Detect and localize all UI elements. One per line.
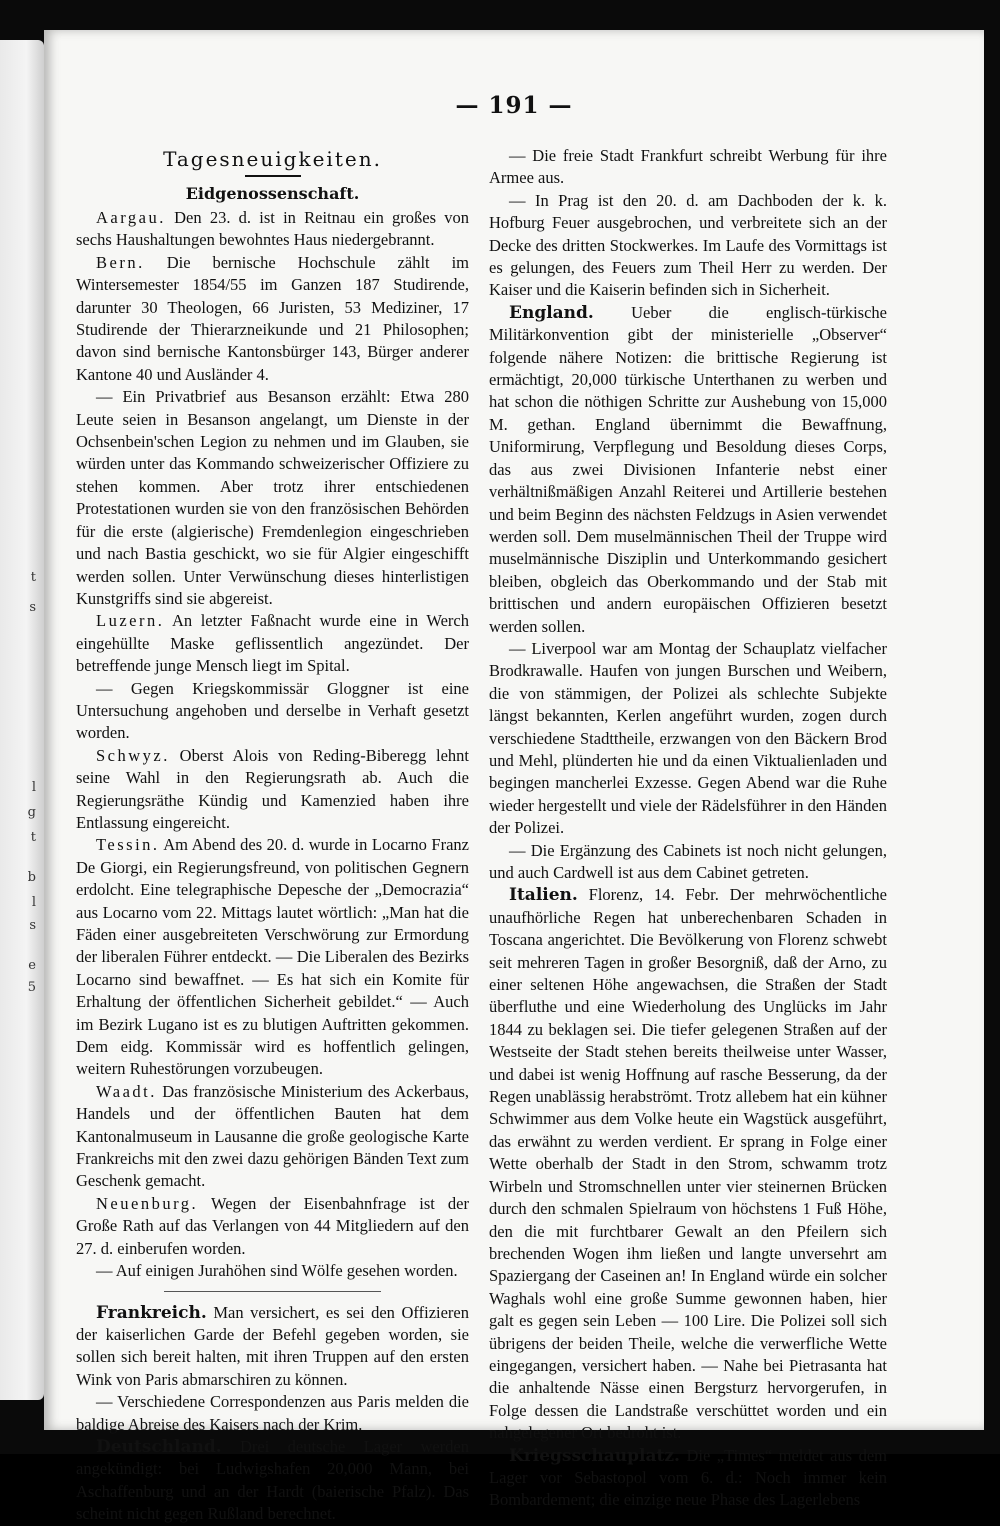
left-paragraphs	[76, 207, 469, 1283]
paragraph-lead: Italien.	[509, 885, 578, 906]
article-paragraph	[76, 1081, 469, 1193]
article-paragraph	[76, 386, 469, 610]
paragraph-lead: Neuenburg.	[96, 1193, 199, 1213]
paragraph-text: Oberst Alois von Reding-Biberegg lehnt seine Wahl in den Regierungsrath ab. Auch die Regierungsräthe Kündig und Kamenzied haben ihre Entlassung eingereicht.	[76, 745, 469, 832]
title-rule	[245, 175, 301, 177]
left-column	[76, 145, 469, 1526]
article-paragraph	[76, 252, 469, 386]
paragraph-text: — Ein Privatbrief aus Besanson erzählt: Etwa 280 Leute seien in Besanson angelangt, um Dienste in der Ochsenbein'schen Legion zu nehmen und im Glauben, sie würden unter das Kommando schweizerischer Offiziere zu stehen kommen. Aber trotz ihrer entschiedenen Protestationen wurden sie von den französischen Behörden für die erste (algierische) Fremdenlegion eingeschrieben und nach Bastia geschickt, wo sie für Algier eingeschifft werden sollen. Unter Verwünschung dieses hinterlistigen Kunstgriffs sind sie abgereist.	[76, 387, 469, 608]
article-paragraph	[489, 190, 887, 302]
paragraph-lead: Aargau.	[96, 208, 166, 227]
article-paragraph	[76, 1391, 469, 1436]
paragraph-lead: Luzern.	[96, 611, 165, 631]
paragraph-text: — Liverpool war am Montag der Schauplatz vielfacher Brodkrawalle. Haufen von jungen Burschen und Weibern, die von stämmigen, der Polizei als schlechte Subjekte längst bekannten, Kerlen angeführt wurden, zogen durch verschiedene Stadttheile, erzwangen von den Bäckern Brod und Mehl, plünderten hie und da einen Viktualienladen und begingen mancherlei Exzesse. Gegen Abend war die Ruhe wieder hergestellt und viele der Rädelsführer in den Händen der Polizei.	[489, 638, 887, 838]
page-number: — 191 —	[455, 92, 573, 119]
paragraph-text: Wegen der Eisenbahnfrage ist der Große Rath auf das Verlangen von 44 Mitgliedern auf den 27. d. einberufen worden.	[76, 1193, 470, 1258]
paragraph-text: Florenz, 14. Febr. Der mehrwöchentliche unaufhörliche Regen hat unberechenbaren Schaden in Toscana angerichtet. Die Bevölkerung von Florenz schwebt seit mehreren Tagen in großer Besorgniß, daß der Arno, zu einer seltenen Höhe angewachsen, die Straßen der Stadt überfluthe und eine Wiederholung des Unglücks im Jahr 1844 zu beklagen sei. Die tiefer gelegenen Straßen auf der Westseite der Stadt stehen bereits theilweise unter Wasser, und dabei ist wenig Hoffnung auf rasche Besserung, da der Regen unablässig herabströmt. Trotz allebem hat ein kühner Schwimmer aus dem Volke heute ein Wagstück ausgeführt, das erwähnt zu werden verdient. Er sprang in Folge einer Wette oberhalb der Stadt in den Strom, schwamm trotz Wirbeln und Stromschnellen unter vier steinernen Brücken durch den schmalen Spielraum von höchstens 1 Fuß Höhe, den die mit furchtbarer Gewalt an den Pfeilern sich brechenden Wogen ihm ließen und langte unversehrt am Spaziergang der Caseinen an! In England würde ein solcher Waghals wohl eine große Summe gewonnen haben, hier galt es gegen sein Leben — 100 Lire. Die Polizei soll sich übrigens der beiden Theile, welche die verwerfliche Wette eingegangen, versichert haben. — Nahe bei Pietrasanta hat die anhaltende Nässe einen Bergsturz hervorgerufen, in Folge dessen die Landstraße verschüttet worden und ein nahgelegener Ort bedroht ist.	[489, 885, 888, 1443]
paragraph-text: Die „Times“ meldet aus dem Lager vor Sebastopol vom 6. d.: Noch immer kein Bombardement; die einzige neue Phase des Lagerlebens	[489, 1445, 887, 1510]
article-paragraph	[76, 1436, 469, 1526]
left-paragraphs-after-rule	[76, 1302, 469, 1526]
margin-glyph: 5	[27, 980, 36, 995]
paragraph-lead: Frankreich.	[96, 1302, 207, 1323]
article-paragraph	[489, 840, 887, 885]
paragraph-text: — Die freie Stadt Frankfurt schreibt Werbung für ihre Armee aus.	[489, 146, 887, 188]
margin-glyph: t	[30, 570, 36, 585]
paragraph-text: Das französische Ministerium des Ackerbaus, Handels und der öffentlichen Bauten hat dem Kantonalmuseum in Lausanne die große geologische Karte Frankreichs mit den zwei dazu gehörigen Bänden Text zum Geschenk gemacht.	[76, 1081, 470, 1191]
article-paragraph	[489, 302, 887, 638]
margin-glyph: g	[27, 805, 36, 820]
paragraph-lead: Schwyz.	[96, 745, 170, 765]
article-paragraph	[76, 1193, 469, 1260]
article-paragraph	[76, 678, 469, 745]
column-separator	[164, 1291, 380, 1292]
article-paragraph	[489, 145, 887, 190]
article-paragraph	[76, 1260, 469, 1282]
paragraph-text: Man versichert, es sei den Offizieren der kaiserlichen Garde der Befehl gegeben worden, sie sollen sich bereit halten, mit ihren Truppen auf den ersten Wink von Paris abmarschiren zu können.	[76, 1302, 469, 1389]
paragraph-text: Drei deutsche Lager werden angekündigt: bei Ludwigshafen 20,000 Mann, bei Aschaffenburg und an der Hardt (baierische Pfalz). Das scheint nicht gegen Rußland berechnet.	[76, 1436, 470, 1524]
paragraph-text: Am Abend des 20. d. wurde in Locarno Franz De Giorgi, ein Regierungsfreund, von politischen Gegnern erdolcht. Eine telegraphische Depesche der „Democrazia“ aus Locarno vom 22. Mittags lautet wörtlich: „Man hat die Fäden einer ausgebreiteten Verschwörung zur Ermordung der liberalen Führer entdeckt. — Die Liberalen des Bezirks Locarno sind bewaffnet. — Es hat sich ein Komite für Erhaltung der öffentlichen Sicherheit gebildet.“ — Auch im Bezirk Lugano ist es zu blutigen Auftritten gekommen. Dem eidg. Kommissär wird es hoffentlich gelingen, weitern Ruhestörungen vorzubeugen.	[76, 835, 469, 1079]
article-paragraph	[76, 1302, 469, 1392]
margin-glyph: e	[28, 958, 36, 973]
article-paragraph	[489, 638, 887, 840]
paragraph-lead: Deutschland.	[96, 1436, 222, 1457]
margin-glyph: t	[30, 830, 36, 845]
article-paragraph	[489, 1445, 887, 1512]
paragraph-lead: Kriegsschauplatz.	[509, 1445, 680, 1466]
margin-glyph: s	[29, 600, 36, 615]
paragraph-lead: Tessin.	[96, 835, 160, 855]
paragraph-text: Ueber die englisch-türkische Militärkonvention gibt der ministerielle „Observer“ folgende nähere Notizen: die brittische Regierung ist ermächtigt, 20,000 türkische Unterthanen zu werben und hat schon die nöthigen Schritte zur Aushebung von 15,000 M. gethan. England übernimmt die Bewaffnung, Uniformirung, Verpflegung und Besoldung dieses Corps, das aus zwei Divisionen Infanterie nebst einer verhältnißmäßigen Anzahl Reiterei und Artillerie bestehen und beim Beginn des nächsten Feldzugs in Asien verwendet werden soll. Dem muselmännischen Theil der Truppe wird muselmännische Disziplin und Unterkommando gesichert bleiben, obgleich das Oberkommando und der Stab mit brittischen und andern europäischen Offizieren besetzt werden sollen.	[489, 302, 888, 636]
article-paragraph	[76, 610, 469, 677]
right-paragraphs	[489, 145, 887, 1512]
previous-page-edge	[0, 40, 44, 1400]
article-paragraph	[76, 207, 469, 252]
paragraph-text: — Verschiedene Correspondenzen aus Paris melden die baldige Abreise des Kaisers nach der Krim.	[76, 1392, 469, 1434]
paragraph-text: — Gegen Kriegskommissär Gloggner ist eine Untersuchung angehoben und derselbe in Verhaft gesetzt worden.	[76, 678, 469, 743]
paragraph-text: An letzter Faßnacht wurde eine in Werch eingehüllte Maske geflissentlich angezündet. Der betreffende junge Mensch liegt im Spital.	[76, 611, 470, 676]
paragraph-text: — In Prag ist den 20. d. am Dachboden der k. k. Hofburg Feuer ausgebrochen, und verbreitete sich an der Decke des dritten Stockwerkes. Im Laufe des Vormittags ist es gelungen, des Feuers zum Theil Herr zu werden. Der Kaiser und die Kaiserin befinden sich in Sicherheit.	[489, 190, 887, 300]
paragraph-text: — Auf einigen Jurahöhen sind Wölfe gesehen worden.	[96, 1261, 458, 1281]
article-paragraph	[76, 745, 469, 835]
paragraph-lead: England.	[509, 302, 594, 323]
newspaper-page	[44, 30, 984, 1524]
paragraph-text: — Die Ergänzung des Cabinets ist noch nicht gelungen, und auch Cardwell ist aus dem Cabinet getreten.	[489, 840, 887, 882]
margin-glyph: b	[27, 870, 36, 885]
right-column	[489, 145, 887, 1512]
section-title: Tagesneuigkeiten.	[163, 147, 382, 171]
subheading-switzerland: Eidgenossenschaft.	[185, 184, 360, 203]
paragraph-lead: Waadt.	[96, 1081, 157, 1101]
paragraph-text: Den 23. d. ist in Reitnau ein großes von sechs Haushaltungen bewohntes Haus niedergebrannt.	[76, 208, 469, 250]
article-paragraph	[76, 834, 469, 1080]
previous-page-margin-text	[4, 40, 40, 1400]
margin-glyph: l	[31, 895, 36, 910]
paragraph-text: Die bernische Hochschule zählt im Wintersemester 1854/55 im Ganzen 187 Studirende, darunter 30 Theologen, 66 Juristen, 53 Mediziner, 17 Studirende der Thierarzneikunde und 21 Philosophen; davon sind bernische Kantonsbürger 143, Bürger anderer Kantone 40 und Ausländer 4.	[76, 252, 470, 384]
paragraph-lead: Bern.	[96, 252, 145, 272]
article-paragraph	[489, 884, 887, 1444]
margin-glyph: l	[31, 780, 36, 795]
margin-glyph: s	[29, 918, 36, 933]
